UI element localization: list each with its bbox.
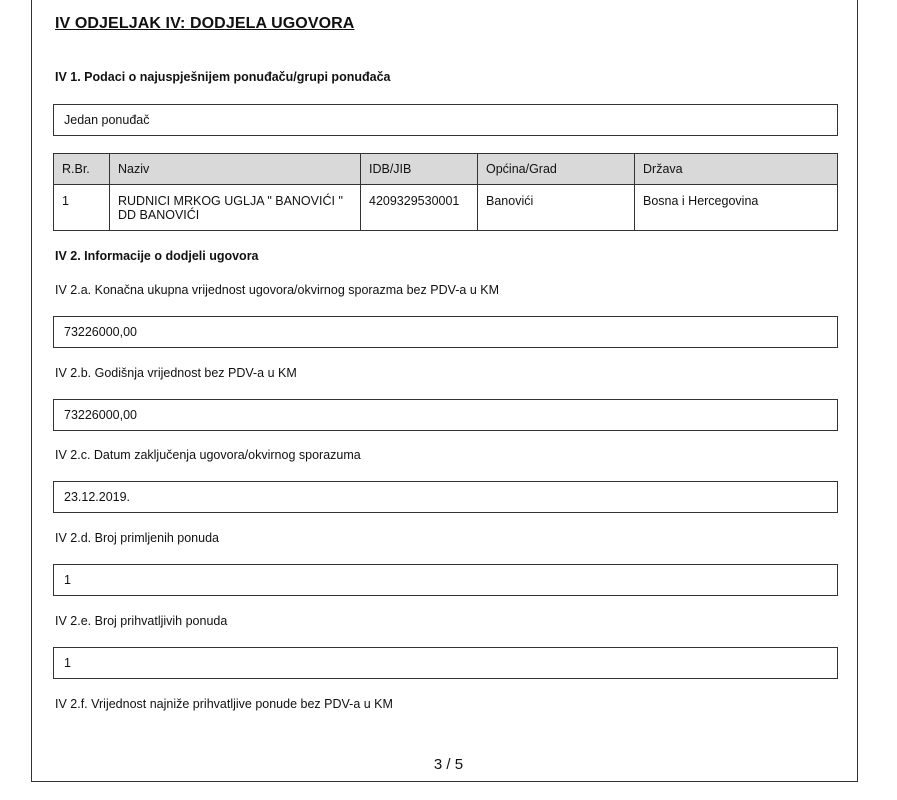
- iv1-heading: IV 1. Podaci o najuspješnijem ponuđaču/grupi ponuđača: [55, 70, 391, 84]
- cell-drzava: Bosna i Hercegovina: [635, 185, 838, 231]
- iv2b-label: IV 2.b. Godišnja vrijednost bez PDV-a u KM: [55, 366, 297, 380]
- page-number: 3 / 5: [433, 756, 464, 773]
- cell-rbr: 1: [54, 185, 110, 231]
- bidder-type-field: Jedan ponuđač: [53, 104, 838, 136]
- table-row: [54, 185, 838, 231]
- table-header-row: [54, 154, 838, 185]
- iv2d-value-field: 1: [53, 564, 838, 596]
- iv2f-label: IV 2.f. Vrijednost najniže prihvatljive ponude bez PDV-a u KM: [55, 697, 393, 711]
- header-opcina-grad: Općina/Grad: [478, 154, 635, 185]
- iv2a-label: IV 2.a. Konačna ukupna vrijednost ugovora/okvirnog sporazma bez PDV-a u KM: [55, 283, 500, 297]
- iv2c-value-field: 23.12.2019.: [53, 481, 838, 513]
- header-naziv: Naziv: [110, 154, 361, 185]
- iv2e-value-field: 1: [53, 647, 838, 679]
- section-title: IV ODJELJAK IV: DODJELA UGOVORA: [55, 15, 355, 32]
- bidders-table: [53, 153, 838, 231]
- iv2b-value-field: 73226000,00: [53, 399, 838, 431]
- iv2e-label: IV 2.e. Broj prihvatljivih ponuda: [55, 614, 228, 628]
- header-rbr: R.Br.: [54, 154, 110, 185]
- iv2c-label: IV 2.c. Datum zaključenja ugovora/okvirnog sporazuma: [55, 448, 361, 462]
- cell-idb-jib: 4209329530001: [361, 185, 478, 231]
- header-idb-jib: IDB/JIB: [361, 154, 478, 185]
- iv2a-value-field: 73226000,00: [53, 316, 838, 348]
- cell-opcina-grad: Banovići: [478, 185, 635, 231]
- iv2-heading: IV 2. Informacije o dodjeli ugovora: [55, 249, 259, 263]
- header-drzava: Država: [635, 154, 838, 185]
- iv2d-label: IV 2.d. Broj primljenih ponuda: [55, 531, 219, 545]
- cell-naziv: RUDNICI MRKOG UGLJA " BANOVIĆI " DD BANOVIĆI: [110, 185, 361, 231]
